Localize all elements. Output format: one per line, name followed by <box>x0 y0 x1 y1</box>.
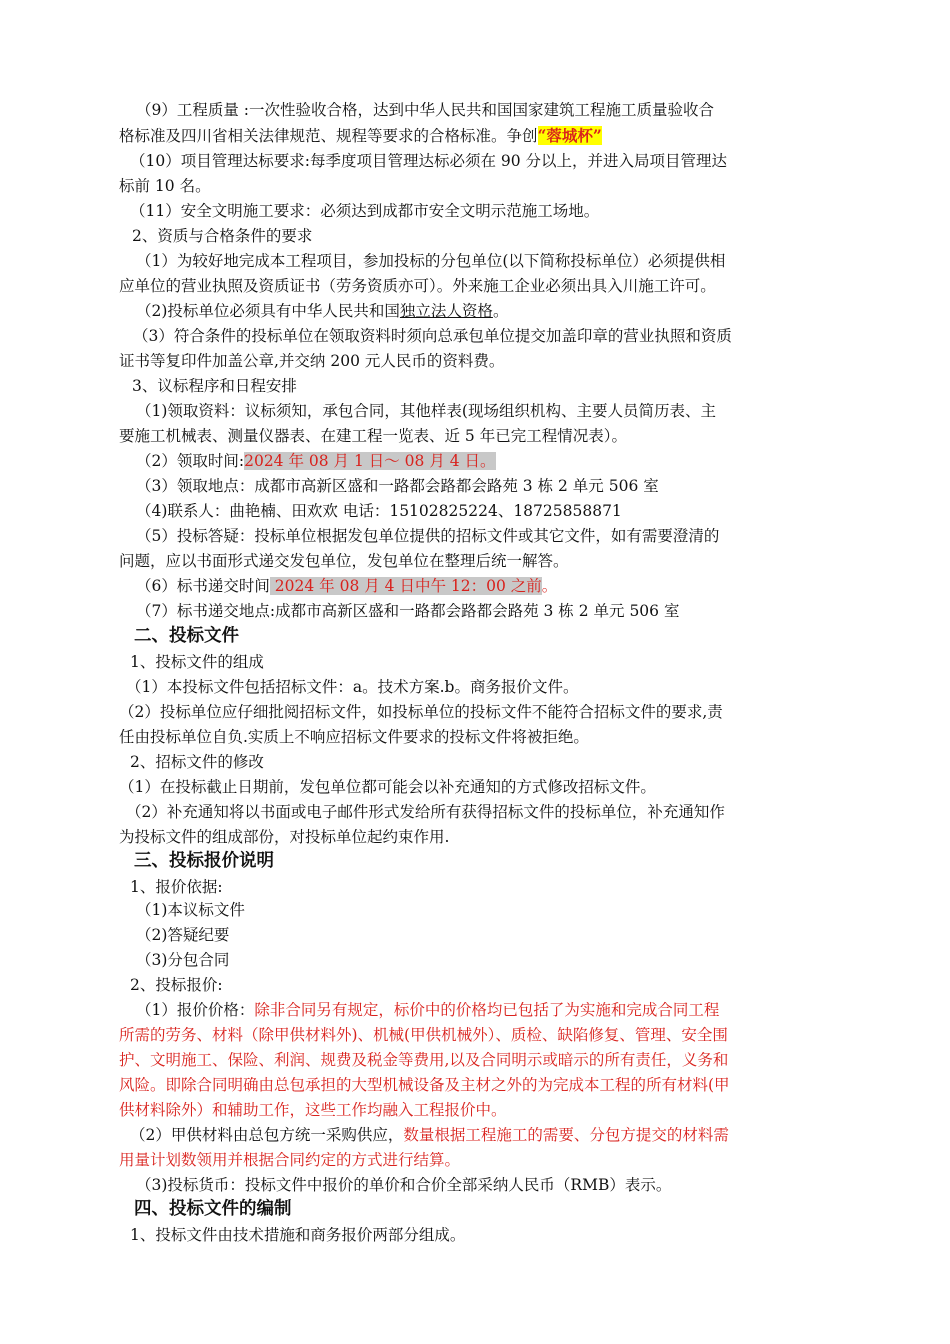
paragraph-qa-line1: （5）投标答疑：投标单位根据发包单位提供的招标文件或其它文件，如有需要澄清的 <box>136 527 720 545</box>
paragraph-quality-line1: （9）工程质量 :一次性验收合格，达到中华人民共和国国家建筑工程施工质量验收合 <box>136 101 715 119</box>
paragraph-pickup-place: （3）领取地点：成都市高新区盛和一路都会路都会路苑 3 栋 2 单元 506 室 <box>136 477 659 495</box>
paragraph-management-line1: （10）项目管理达标要求:每季度项目管理达标必须在 90 分以上，并进入局项目管理达 <box>130 152 728 170</box>
paragraph-pickup-time: （2）领取时间:2024 年 08 月 1 日～ 08 月 4 日。 <box>136 452 496 470</box>
section-qualification-title: 2、资质与合格条件的要求 <box>132 227 313 245</box>
heading-bid-documents: 二、投标文件 <box>134 626 239 646</box>
subheading-amendment: 2、招标文件的修改 <box>130 753 264 771</box>
paragraph-qa-line2: 问题，应以书面形式递交发包单位，发包单位在整理后统一解答。 <box>119 552 569 570</box>
paragraph-proc1-line1: （1)领取资料：议标须知，承包合同，其他样表(现场组织机构、主要人员简历表、主 <box>136 402 716 420</box>
subheading-composition: 1、投标文件的组成 <box>130 653 264 671</box>
paragraph-price1-line4: 风险。即除合同明确由总包承担的大型机械设备及主材之外的为完成本工程的所有材料(甲 <box>119 1076 730 1094</box>
paragraph-safety: （11）安全文明施工要求：必须达到成都市安全文明示范施工场地。 <box>130 202 600 220</box>
heading-price-explanation: 三、投标报价说明 <box>134 851 274 871</box>
subheading-bid-price: 2、投标报价: <box>130 976 223 994</box>
paragraph-amendment2-line2: 为投标文件的组成部份，对投标单位起约束作用. <box>119 828 450 846</box>
paragraph-composition2-line1: （2）投标单位应仔细批阅招标文件，如投标单位的投标文件不能符合招标文件的要求,责 <box>119 703 723 721</box>
paragraph-qual1-line2: 应单位的营业执照及资质证书（劳务资质亦可）。外来施工企业必须出具入川施工许可。 <box>119 277 716 295</box>
paragraph-amendment1: （1）在投标截止日期前，发包单位都可能会以补充通知的方式修改招标文件。 <box>119 778 656 796</box>
paragraph-amendment2-line1: （2）补充通知将以书面或电子邮件形式发给所有获得招标文件的投标单位，补充通知作 <box>126 803 725 821</box>
paragraph-qual3-line1: （3）符合条件的投标单位在领取资料时须向总承包单位提交加盖印章的营业执照和资质 <box>133 327 732 345</box>
paragraph-qual3-line2: 证书等复印件加盖公章,并交纳 200 元人民币的资料费。 <box>119 352 505 370</box>
list-item-basis1: （1)本议标文件 <box>136 901 245 919</box>
list-item-basis3: （3)分包合同 <box>136 951 230 969</box>
pickup-time-highlight: 2024 年 08 月 1 日～ 08 月 4 日。 <box>244 452 496 470</box>
paragraph-preparation1: 1、投标文件由技术措施和商务报价两部分组成。 <box>130 1226 466 1244</box>
paragraph-quality-line2: 格标准及四川省相关法律规范、规程等要求的合格标准。争创“蓉城杯” <box>119 126 602 145</box>
paragraph-price1-line1: （1）报价价格：除非合同另有规定，标价中的价格均已包括了为实施和完成合同工程 <box>136 1001 720 1019</box>
paragraph-qual1-line1: （1）为较好地完成本工程项目，参加投标的分包单位(以下简称投标单位）必须提供相 <box>136 252 726 270</box>
paragraph-currency: （3)投标货币：投标文件中报价的单价和合价全部采纳人民币（RMB）表示。 <box>136 1176 672 1194</box>
section-procedure-title: 3、议标程序和日程安排 <box>132 377 297 395</box>
paragraph-price1-line5: 供材料除外）和辅助工作，这些工作均融入工程报价中。 <box>119 1101 507 1119</box>
paragraph-contact: （4)联系人：曲艳楠、田欢欢 电话：15102825224、18725858871 <box>136 502 622 520</box>
paragraph-proc1-line2: 要施工机械表、测量仪器表、在建工程一览表、近 5 年已完工程情况表）。 <box>119 427 627 445</box>
submit-time-highlight: 2024 年 08 月 4 日中午 12：00 之前 <box>269 577 542 595</box>
paragraph-management-line2: 标前 10 名。 <box>119 177 211 195</box>
heading-bid-preparation: 四、投标文件的编制 <box>134 1199 292 1219</box>
paragraph-composition1: （1）本投标文件包括招标文件：a。技术方案.b。商务报价文件。 <box>126 678 579 696</box>
paragraph-composition2-line2: 任由投标单位自负.实质上不响应招标文件要求的投标文件将被拒绝。 <box>119 728 589 746</box>
paragraph-submit-time: （6）标书递交时间 2024 年 08 月 4 日中午 12：00 之前。 <box>136 577 558 595</box>
list-item-basis2: （2)答疑纪要 <box>136 926 230 944</box>
rongcheng-cup-highlight: “蓉城杯” <box>537 126 602 145</box>
paragraph-submit-place: （7）标书递交地点:成都市高新区盛和一路都会路都会路苑 3 栋 2 单元 506 室 <box>136 602 680 620</box>
paragraph-qual2: （2)投标单位必须具有中华人民共和国独立法人资格。 <box>136 302 509 320</box>
paragraph-price2-line2: 用量计划数领用并根据合同约定的方式进行结算。 <box>119 1151 461 1169</box>
paragraph-price1-line3: 护、文明施工、保险、利润、规费及税金等费用,以及合同明示或暗示的所有责任，义务和 <box>119 1051 729 1069</box>
paragraph-price1-line2: 所需的劳务、材料（除甲供材料外)、机械(甲供机械外）、质检、缺陷修复、管理、安全围 <box>119 1026 728 1044</box>
subheading-price-basis: 1、报价依据: <box>130 878 223 896</box>
independent-legal-person-underline: 独立法人资格 <box>399 302 493 320</box>
paragraph-price2-line1: （2）甲供材料由总包方统一采购供应，数量根据工程施工的需要、分包方提交的材料需 <box>130 1126 729 1144</box>
